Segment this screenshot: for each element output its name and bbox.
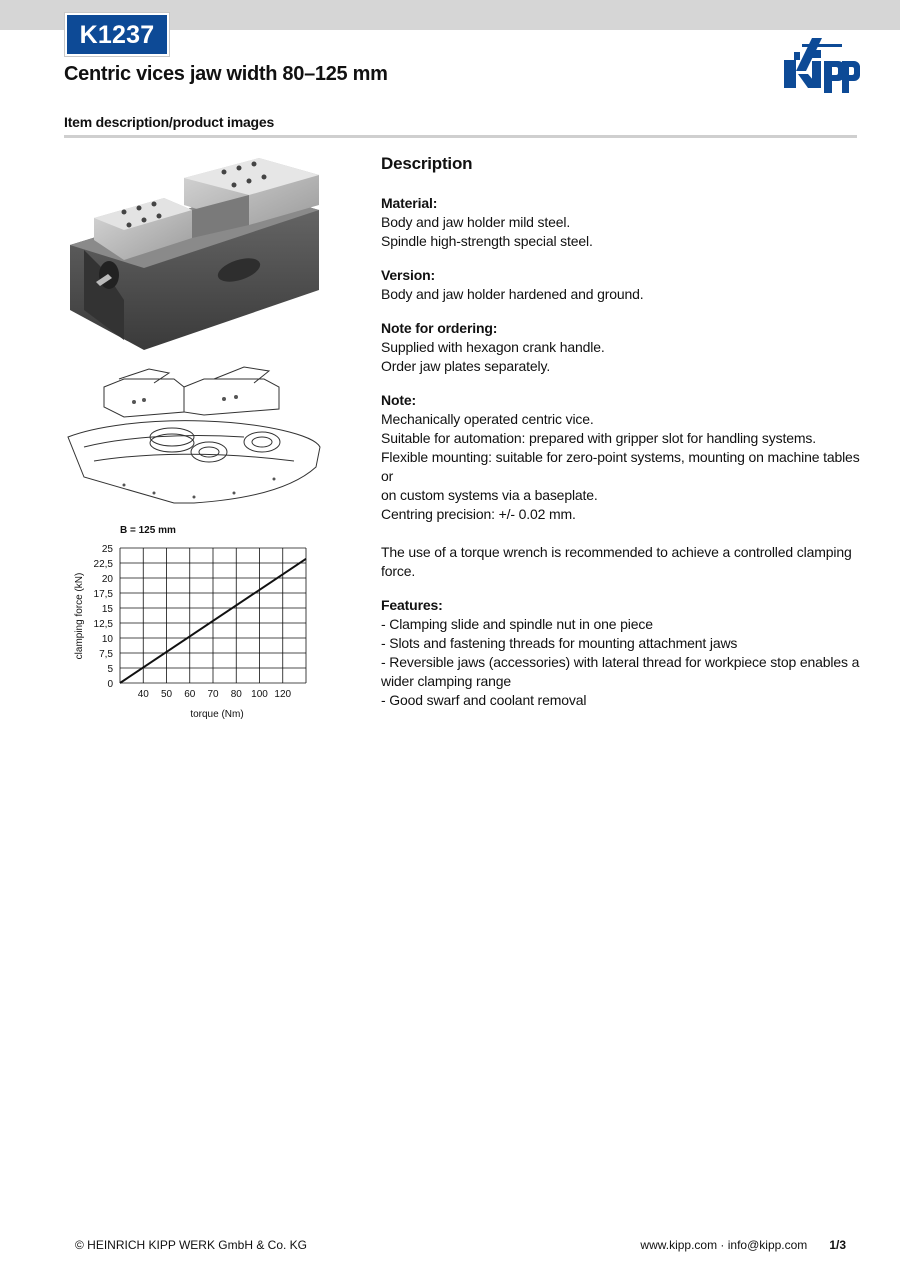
feature-line: - Reversible jaws (accessories) with lateral thread for workpiece stop enables a <box>381 654 860 670</box>
description-heading: Description <box>381 154 473 173</box>
torque-note: The use of a torque wrench is recommended to achieve a controlled clamping force. <box>381 544 852 579</box>
material-label: Material: <box>381 195 438 211</box>
y-tick-label: 22,5 <box>93 559 113 570</box>
note-line: Flexible mounting: suitable for zero-point systems, mounting on machine tables or <box>381 449 860 484</box>
x-tick-label: 120 <box>274 689 292 700</box>
y-tick-label: 10 <box>101 634 113 645</box>
y-tick-label: 7,5 <box>99 649 113 660</box>
page-number: 1/3 <box>829 1238 846 1252</box>
version-label: Version: <box>381 267 436 283</box>
product-code-badge: K1237 <box>65 13 169 56</box>
kipp-logo <box>782 36 860 94</box>
footer-contact-block <box>640 1238 846 1252</box>
footer-copyright: © HEINRICH KIPP WERK GmbH & Co. KG <box>75 1238 307 1252</box>
y-tick-label: 0 <box>107 679 113 690</box>
note-line: Suitable for automation: prepared with gripper slot for handling systems. <box>381 430 816 446</box>
material-block <box>381 194 861 251</box>
x-tick-labels <box>138 689 292 700</box>
version-line: Body and jaw holder hardened and ground. <box>381 286 644 302</box>
ordering-label: Note for ordering: <box>381 320 498 336</box>
y-tick-label: 17,5 <box>93 589 113 600</box>
x-axis-label: torque (Nm) <box>190 709 244 720</box>
y-tick-label: 15 <box>101 604 113 615</box>
features-block <box>381 596 861 710</box>
version-block <box>381 266 861 304</box>
material-line: Body and jaw holder mild steel. <box>381 214 571 230</box>
material-line: Spindle high-strength special steel. <box>381 233 593 249</box>
x-tick-label: 80 <box>230 689 242 700</box>
feature-line: wider clamping range <box>381 673 512 689</box>
section-divider <box>64 135 857 138</box>
page-title: Centric vices jaw width 80–125 mm <box>64 63 388 85</box>
clamping-force-chart <box>64 518 322 730</box>
features-label: Features: <box>381 597 443 613</box>
feature-line: - Good swarf and coolant removal <box>381 692 587 708</box>
feature-line: - Slots and fastening threads for mounting attachment jaws <box>381 635 738 651</box>
note-line: on custom systems via a baseplate. <box>381 487 598 503</box>
ordering-block <box>381 319 861 376</box>
y-tick-label: 12,5 <box>93 619 113 630</box>
chart-grid <box>120 548 306 683</box>
x-tick-label: 70 <box>207 689 219 700</box>
chart-title: B = 125 mm <box>120 525 176 536</box>
vice-mounting-drawing <box>64 357 322 507</box>
ordering-line: Order jaw plates separately. <box>381 358 551 374</box>
x-tick-label: 50 <box>160 689 173 700</box>
note-line: Mechanically operated centric vice. <box>381 411 594 427</box>
y-axis-label: clamping force (kN) <box>74 572 85 660</box>
y-tick-label: 25 <box>101 544 113 555</box>
y-tick-labels <box>94 544 114 690</box>
note-line: Centring precision: +/- 0.02 mm. <box>381 506 576 522</box>
x-tick-label: 60 <box>184 689 196 700</box>
ordering-line: Supplied with hexagon crank handle. <box>381 339 605 355</box>
y-tick-label: 5 <box>107 664 113 675</box>
feature-line: - Clamping slide and spindle nut in one piece <box>381 616 653 632</box>
vice-photo-image <box>64 150 322 353</box>
note-block <box>381 391 861 524</box>
footer-contact: www.kipp.com · info@kipp.com <box>640 1238 808 1252</box>
y-tick-label: 20 <box>101 574 113 585</box>
x-tick-label: 40 <box>137 689 149 700</box>
description-panel <box>381 152 861 725</box>
section-heading: Item description/product images <box>64 114 275 130</box>
x-tick-label: 100 <box>251 689 268 700</box>
note-label: Note: <box>381 392 417 408</box>
torque-note-block <box>381 543 861 581</box>
